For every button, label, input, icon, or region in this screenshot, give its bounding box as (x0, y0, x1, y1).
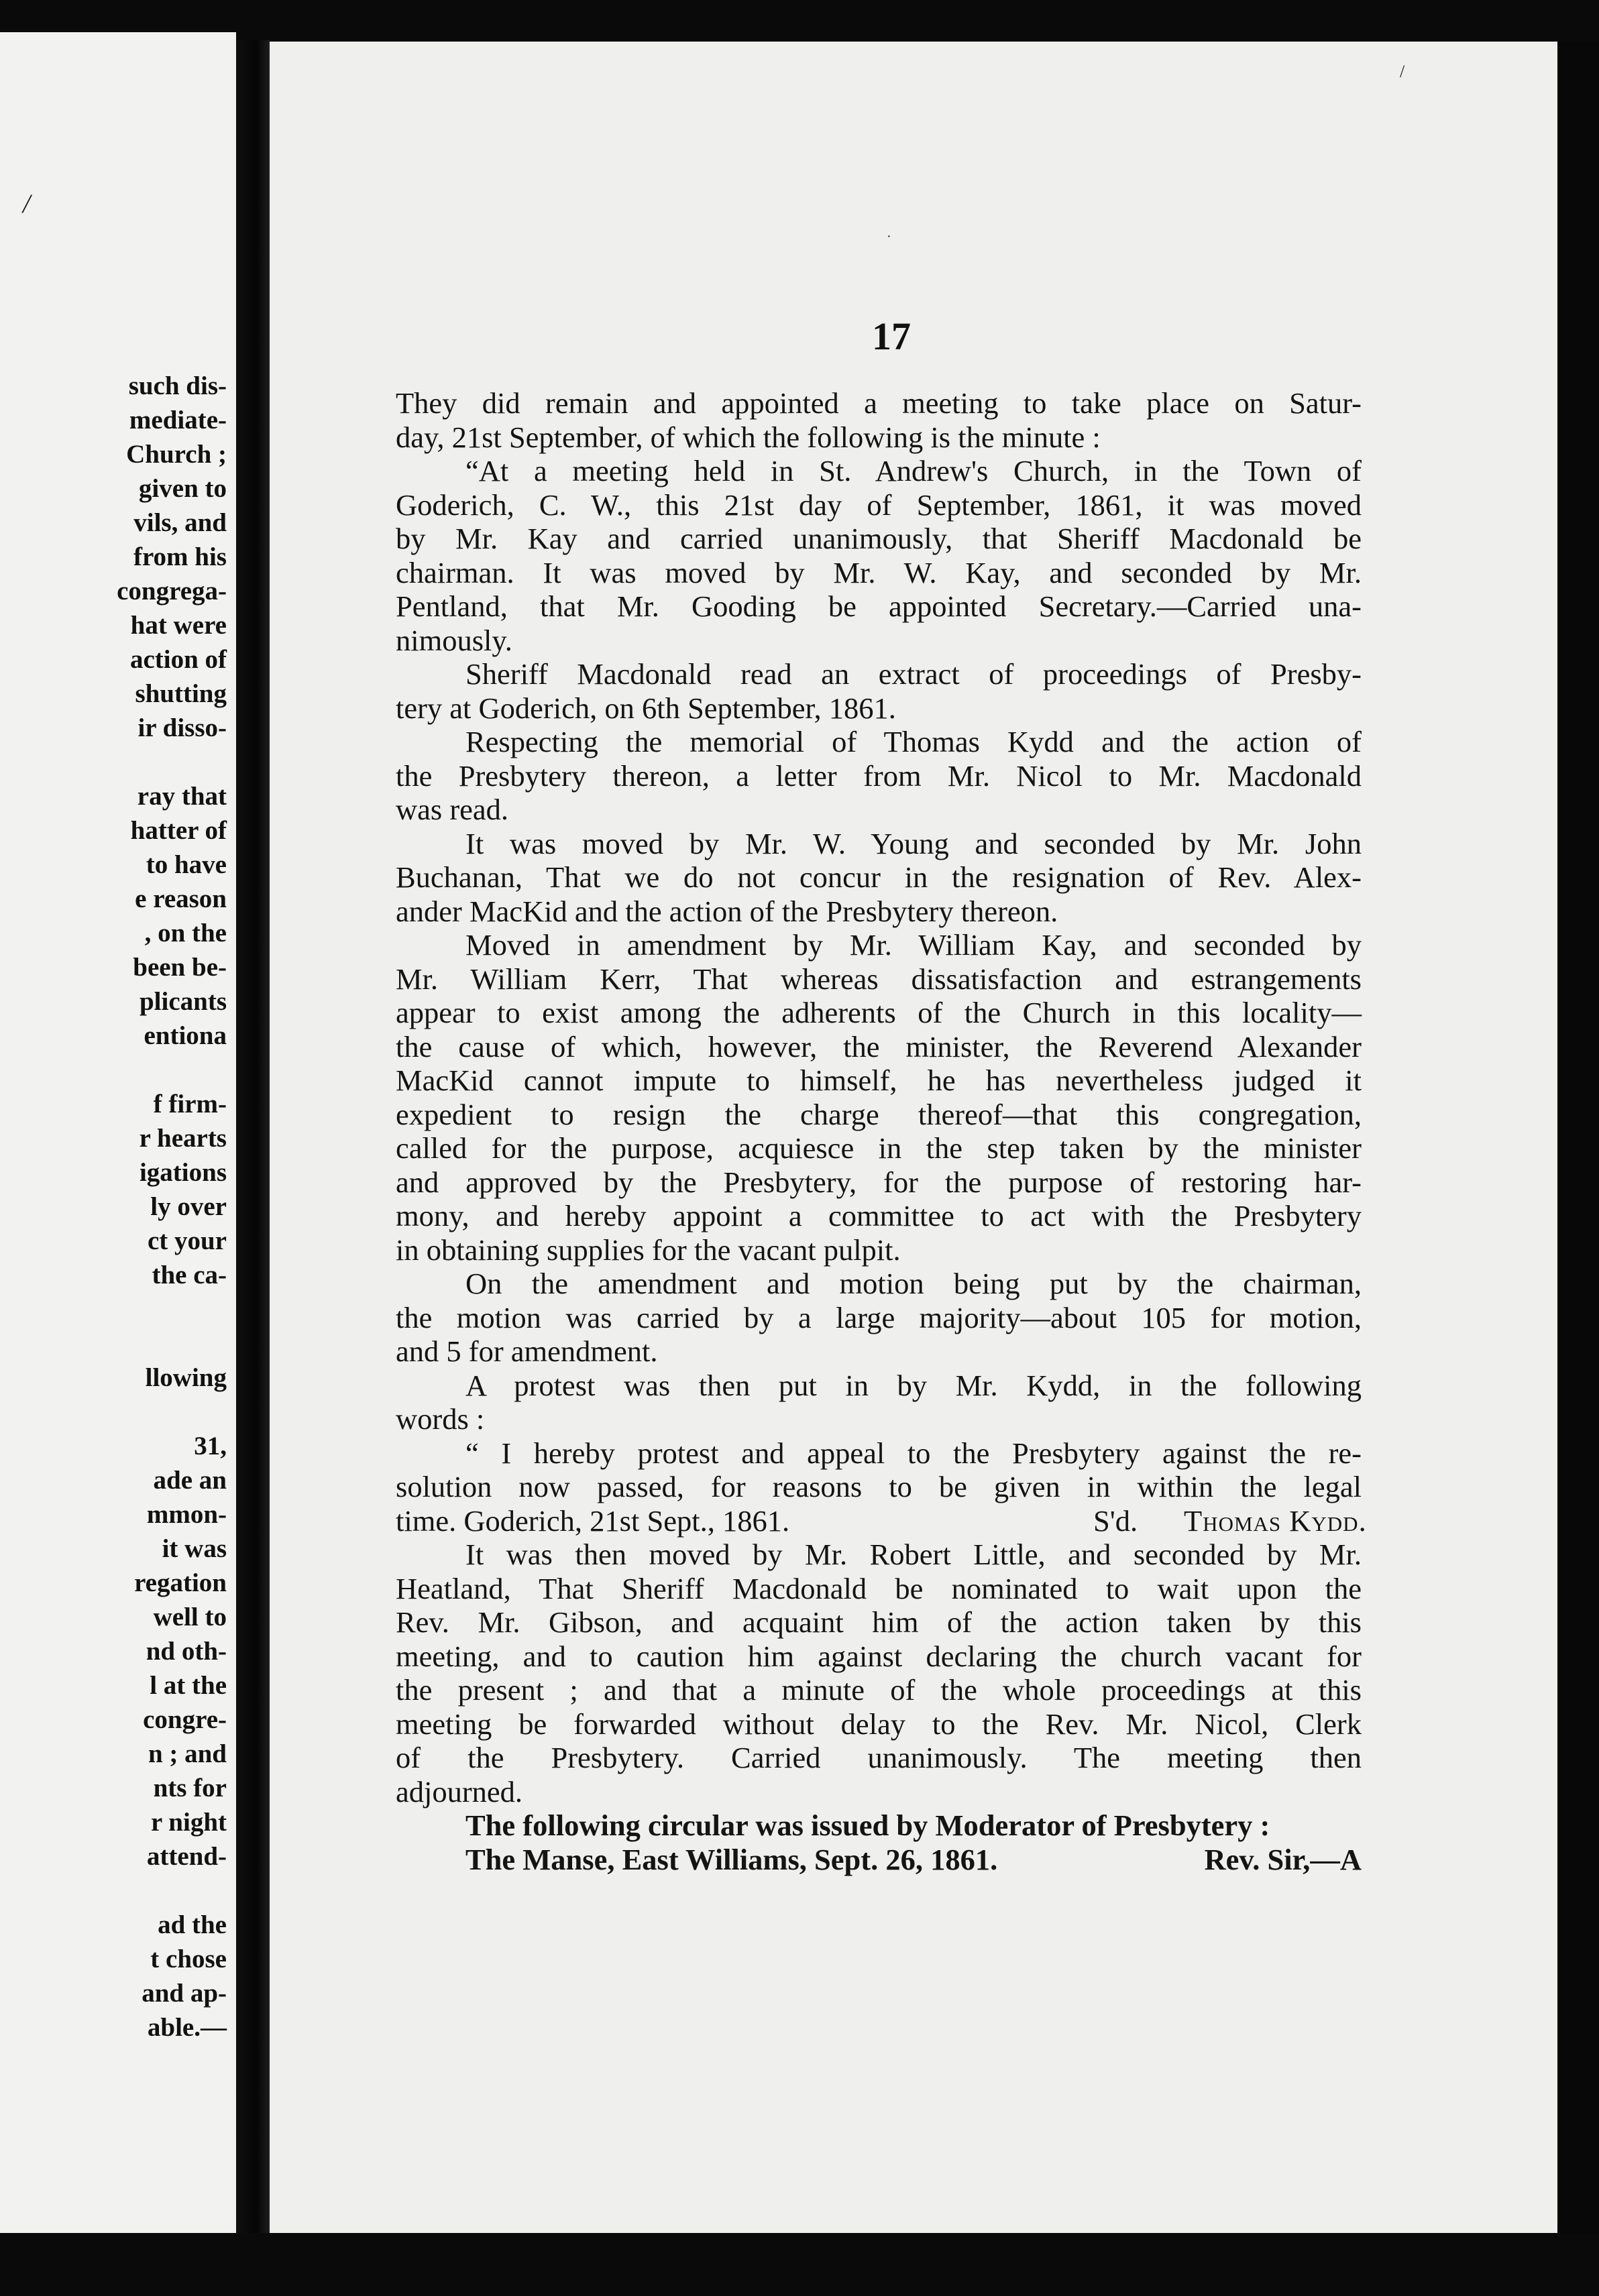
text-line: Rev. Mr. Gibson, and acquaint him of the action taken by this (396, 1605, 1362, 1639)
text-line: and 5 for amendment. (396, 1334, 658, 1368)
left-fragment: given to (138, 474, 227, 503)
left-fragment: igations (139, 1158, 227, 1187)
stray-mark: / (1400, 62, 1405, 81)
text-line: Heatland, That Sheriff Macdonald be nominated to wait upon the (396, 1571, 1362, 1605)
stray-mark: / (23, 188, 31, 219)
text-line: On the amendment and motion being put by the chairman, (465, 1267, 1362, 1300)
signature-line (396, 1503, 1367, 1538)
left-fragment: nd oth- (146, 1637, 227, 1666)
left-fragment: ly over (150, 1192, 227, 1221)
text-line: appear to exist among the adherents of the Church in this locality— (396, 996, 1362, 1029)
text-line: Respecting the memorial of Thomas Kydd and the action of (465, 725, 1362, 758)
page-number: 17 (872, 314, 911, 358)
text-line: “ I hereby protest and appeal to the Presbytery against the re- (465, 1436, 1362, 1470)
left-fragment: well to (153, 1603, 227, 1631)
left-fragment: f firm- (153, 1090, 227, 1118)
text-line: Mr. William Kerr, That whereas dissatisfaction and estrangements (396, 962, 1362, 996)
text-line: the Presbytery thereon, a letter from Mr. Nicol to Mr. Macdonald (396, 758, 1362, 793)
left-fragment: shutting (135, 679, 227, 708)
left-fragment: hat were (130, 611, 227, 640)
text-line: They did remain and appointed a meeting to take place on Satur- (396, 386, 1362, 420)
left-fragment: to have (146, 850, 227, 879)
left-fragment: r night (150, 1808, 227, 1837)
text-line: nimously. (396, 623, 512, 657)
left-fragment: Church ; (126, 440, 227, 469)
text-line: words : (396, 1402, 485, 1436)
text-line: of the Presbytery. Carried unanimously. The meeting then (396, 1741, 1362, 1774)
scan-top-border (0, 0, 1599, 42)
left-fragment: able.— (147, 2013, 227, 2042)
text-line: tery at Goderich, on 6th September, 1861. (396, 691, 896, 725)
text-line: Buchanan, That we do not concur in the resignation of Rev. Alex- (396, 860, 1362, 894)
text-line: solution now passed, for reasons to be given in within the legal (396, 1470, 1362, 1503)
text-line: chairman. It was moved by Mr. W. Kay, and seconded by Mr. (396, 555, 1362, 589)
left-fragment: llowing (145, 1363, 227, 1392)
left-fragment: ad the (158, 1910, 227, 1939)
text-line: and approved by the Presbytery, for the purpose of restoring har- (396, 1165, 1362, 1199)
text-line: expedient to resign the charge thereof—that this congregation, (396, 1097, 1362, 1131)
text-line: the present ; and that a minute of the whole proceedings at this (396, 1673, 1362, 1707)
left-fragment: e reason (135, 884, 227, 913)
facing-page-left (0, 32, 236, 2245)
text-line: was read. (396, 793, 509, 826)
text-line: It was then moved by Mr. Robert Little, and seconded by Mr. (465, 1538, 1362, 1571)
left-fragment: congre- (143, 1705, 227, 1734)
text-line: MacKid cannot impute to himself, he has nevertheless judged it (396, 1064, 1362, 1097)
text-line: adjourned. (396, 1774, 523, 1809)
text-line: by Mr. Kay and carried unanimously, that Sheriff Macdonald be (396, 522, 1362, 555)
left-fragment: attend- (146, 1842, 227, 1871)
circular-dateline (396, 1843, 1362, 1877)
left-fragment: been be- (133, 953, 227, 982)
left-fragment: vils, and (133, 508, 227, 537)
text-line: the motion was carried by a large majority—about 105 for motion, (396, 1300, 1362, 1334)
circular-place-date: The Manse, East Williams, Sept. 26, 1861. (465, 1842, 998, 1876)
left-fragment: congrega- (117, 577, 227, 606)
text-line: ander MacKid and the action of the Presbytery thereon. (396, 894, 1058, 928)
left-fragment: ct your (147, 1226, 227, 1255)
signatory-name: Thomas Kydd. (1184, 1503, 1367, 1538)
left-fragment: l at the (150, 1671, 227, 1700)
left-fragment: , on the (144, 919, 227, 948)
left-fragment: mediate- (129, 406, 227, 435)
left-fragment: regation (134, 1568, 227, 1597)
text-line: in obtaining supplies for the vacant pulpit. (396, 1232, 901, 1267)
speck-mark: · (887, 229, 891, 244)
left-fragment: from his (133, 542, 227, 571)
scan-right-border (1557, 42, 1599, 2233)
circular-heading: The following circular was issued by Moderator of Presbytery : (465, 1809, 1270, 1842)
left-fragment: t chose (150, 1945, 227, 1973)
book-gutter (236, 40, 270, 2246)
signed-abbrev: S'd. (1093, 1503, 1138, 1538)
left-fragment: the ca- (152, 1261, 227, 1289)
text-line: “At a meeting held in St. Andrew's Church, in the Town of (465, 454, 1362, 487)
text-line: Goderich, C. W., this 21st day of September, 1861, it was moved (396, 487, 1362, 522)
left-fragment: action of (129, 645, 227, 674)
left-fragment: and ap- (142, 1979, 227, 2008)
left-fragment: such dis- (128, 371, 227, 400)
text-line: mony, and hereby appoint a committee to act with the Presbytery (396, 1199, 1362, 1232)
text-line: Sheriff Macdonald read an extract of proceedings of Presby- (465, 657, 1362, 691)
text-line: Moved in amendment by Mr. William Kay, and seconded by (465, 928, 1362, 962)
page-body-text (396, 386, 1367, 1876)
left-fragment: plicants (139, 987, 227, 1016)
left-fragment: hatter of (130, 816, 227, 845)
scan-bottom-border (0, 2233, 1599, 2296)
left-fragment: it was (162, 1534, 227, 1563)
left-fragment: entiona (144, 1021, 227, 1050)
left-fragment: ir disso- (137, 713, 227, 742)
left-fragment: n ; and (148, 1739, 227, 1768)
text-line: meeting, and to caution him against declaring the church vacant for (396, 1639, 1362, 1673)
circular-salutation: Rev. Sir,—A (1204, 1842, 1362, 1876)
text-line: meeting be forwarded without delay to the Rev. Mr. Nicol, Clerk (396, 1707, 1362, 1741)
left-fragment: mmon- (146, 1500, 227, 1529)
left-fragment: ade an (153, 1466, 227, 1495)
text-line: the cause of which, however, the minister, the Reverend Alexander (396, 1029, 1362, 1064)
left-fragment: 31, (194, 1432, 227, 1460)
protest-date: time. Goderich, 21st Sept., 1861. (396, 1503, 790, 1538)
text-line: called for the purpose, acquiesce in the step taken by the minister (396, 1131, 1362, 1165)
left-fragment: r hearts (139, 1124, 227, 1153)
text-line: It was moved by Mr. W. Young and seconded by Mr. John (465, 826, 1362, 860)
left-fragment: nts for (153, 1774, 227, 1802)
text-line: A protest was then put in by Mr. Kydd, in the following (465, 1368, 1362, 1402)
left-fragment: ray that (137, 782, 227, 811)
text-line: day, 21st September, of which the following is the minute : (396, 420, 1101, 454)
text-line: Pentland, that Mr. Gooding be appointed Secretary.—Carried una- (396, 589, 1362, 623)
